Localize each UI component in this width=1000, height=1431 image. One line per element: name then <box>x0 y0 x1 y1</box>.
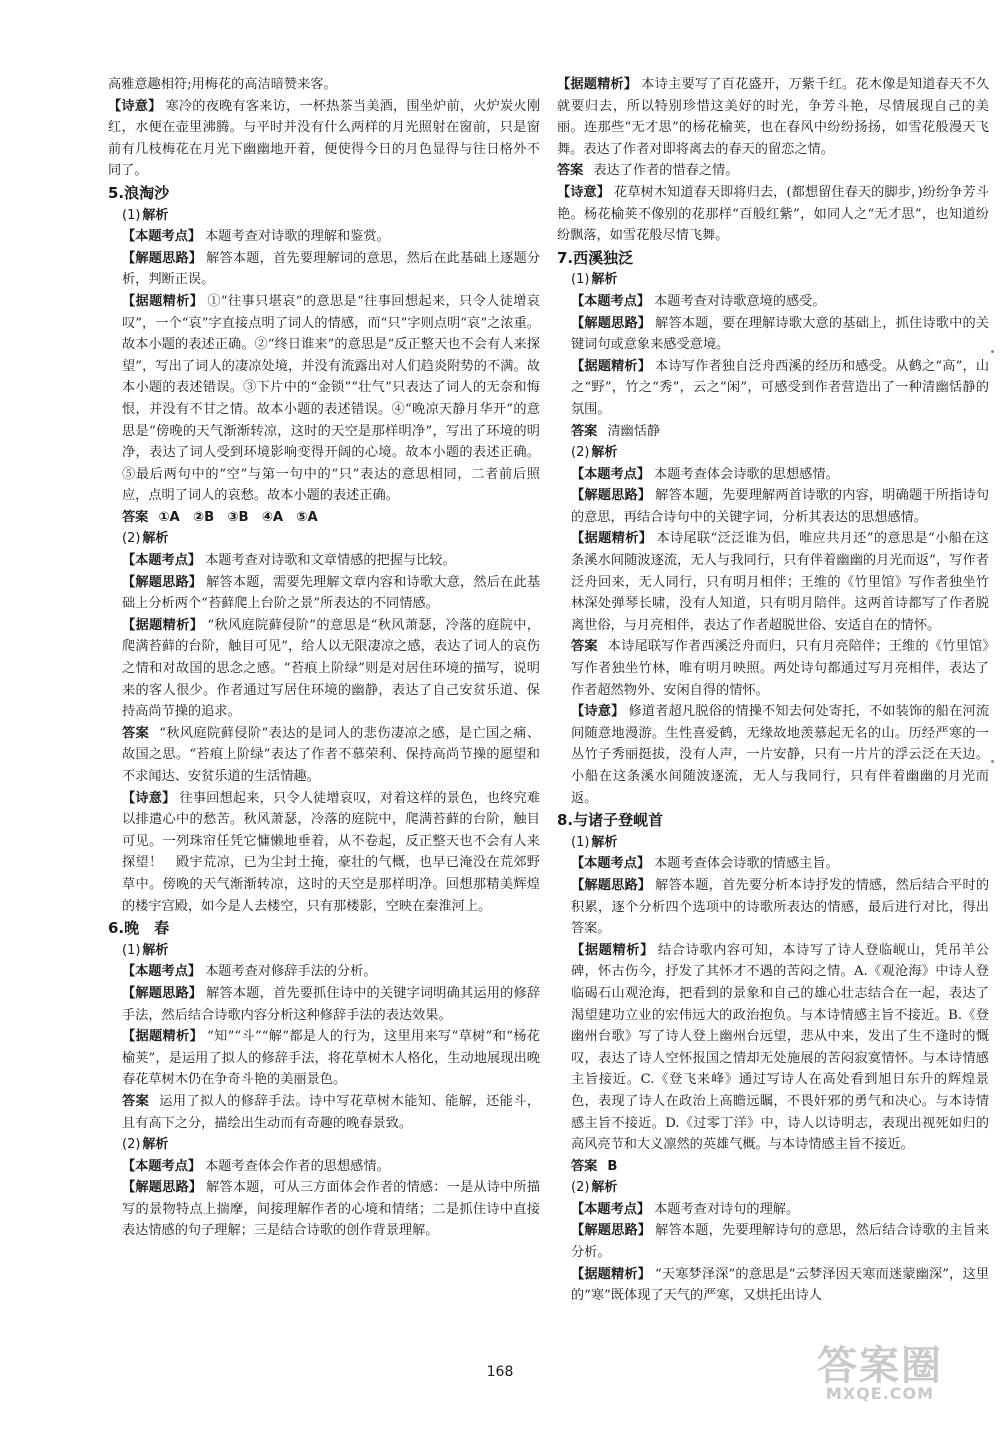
right-column <box>557 74 989 1307</box>
poem-meaning: 【诗意】 往事回想起来，只令人徒增哀叹，对着这样的景色，也终究难以排遣心中的愁苦。秋风萧瑟，冷落的庭院中，爬满苔藓的台阶，触目可见。一列珠帘任凭它慵懒地垂着，从不卷起，反正整天也不会有人来探望！ 殿宇荒凉，已为尘封土掩，豪壮的气概，也早已淹没在荒郊野草中。傍晚的天气渐渐转凉，这时的天空是那样明净。回想那精美辉煌的楼宇宫殿，如今是人去楼空，只有那楼影，空映在秦淮河上。 <box>122 790 541 914</box>
exam-point: 【本题考点】 本题考查对诗歌和文章情感的把握与比较。 <box>122 553 456 569</box>
question-label: (1) 解析 <box>122 207 169 223</box>
section-7 <box>557 248 989 809</box>
section-6 <box>108 918 540 1242</box>
answer: 答案 B <box>571 1158 618 1174</box>
question-label: (2) 解析 <box>122 1137 169 1153</box>
analysis: 【据题精析】 本诗写作者独自泛舟西溪的经历和感受。从鹤之“高”，山之“野”，竹之“秀”，云之“闲”，可感受到作者营造出了一种清幽恬静的氛围。 <box>571 358 990 417</box>
question-label: (2) 解析 <box>122 531 169 547</box>
answer: 答案 本诗尾联写作者西溪泛舟而归，只有月亮陪伴；王维的《竹里馆》写作者独坐竹林，唯有明月映照。两处诗句都通过写月亮相伴，表达了作者超然物外、安闲自得的情怀。 <box>571 639 989 698</box>
exam-point: 【本题考点】 本题考查对诗歌意境的感受。 <box>571 293 826 309</box>
answer: 答案 ①A ②B ③B ④A ⑤A <box>122 509 318 525</box>
exam-point: 【本题考点】 本题考查对诗句的理解。 <box>571 1201 800 1217</box>
question-label: (2) 解析 <box>571 445 618 461</box>
analysis: 【据题精析】 ①“往事只堪哀”的意思是“往事回想起来，只令人徒增哀叹”，一个“哀”字直接点明了词人的情感，而“只”字则点明“哀”之浓重。故本小题的表述正确。②“终日谁来”的意思是“反正整天也不会有人来探望”，写出了词人的凄凉处境，并没有流露出对人们趋炎附势的不满。故本小题的表述错误。③下片中的“金锁”“壮气”只表达了词人的无奈和悔恨，并没有不甘之情。故本小题的表述错误。④“晚凉天静月华开”的意思是“傍晚的天气渐渐转凉，这时的天空是那样明净”，写出了环境的明净，表达了词人受到环境影响变得开阔的心境。故本小题的表述正确。⑤最后两句中的“空”与第一句中的“只”表达的意思相同，二者前后照应，点明了词人的哀愁。故本小题的表述正确。 <box>122 293 540 504</box>
section-title: 6.晚 春 <box>108 919 170 938</box>
section-8 <box>557 810 989 1307</box>
poem-meaning: 【诗意】 修道者超凡脱俗的情操不知去何处寄托，不如装饰的船在河流间随意地漫游。生性喜爱鹤，无缘故地羡慕起无名的山。历经严寒的一丛竹子秀丽挺拔，没有人声，一片安静，只有一片片的浮云泛在天边。小船在这条溪水间随波逐流，无人与我同行，只有伴着幽幽的月光而返。 <box>571 704 990 806</box>
watermark-url: MXQE.COM <box>825 1384 935 1403</box>
watermark-title: 答案圈 <box>817 1343 943 1389</box>
exam-point: 【本题考点】 本题考查体会诗歌的思想感情。 <box>571 466 839 482</box>
solving-idea: 【解题思路】 解答本题，要在理解诗歌大意的基础上，抓住诗歌中的关键词句或意象来感受意境。 <box>571 315 990 353</box>
solving-idea: 【解题思路】 解答本题，首先要理解词的意思，然后在此基础上逐题分析，判断正误。 <box>122 250 541 288</box>
solving-idea: 【解题思路】 解答本题，先要理解两首诗歌的内容，明确题干所指诗句的意思，再结合诗句中的关键字词，分析其表达的思想感情。 <box>571 488 990 525</box>
analysis: 【据题精析】 结合诗歌内容可知，本诗写了诗人登临岘山，凭吊羊公碑，怀古伤今，抒发了其怀才不遇的苦闷之情。A.《观沧海》中诗人登临碣石山观沧海，把看到的景象和自己的雄心壮志结合在一起，表达了渴望建功立业的宏伟远大的政治抱负。与本诗情感主旨不接近。B.《登幽州台歌》写了诗人登上幽州台远望，悲从中来，发出了生不逢时的慨叹，表达了诗人空怀报国之情却无处施展的苦闷寂寞情怀。与本诗情感主旨接近。C.《登飞来峰》通过写诗人在高处看到旭日东升的辉煌景色，表现了诗人在政治上高瞻远瞩，不畏奸邪的勇气和决心。与本诗情感主旨不接近。D.《过零丁洋》中，诗人以诗明志，表现出视死如归的高风亮节和大义凛然的英雄气概。与本诗情感主旨不接近。 <box>571 942 990 1153</box>
poem-meaning: 【诗意】 花草树木知道春天即将归去，(都想留住春天的脚步，)纷纷争芳斗艳。杨花榆荚不像别的花那样“百般红紫”，如同人之“无才思”，也知道纷纷飘落，如雪花般尽情飞舞。 <box>557 184 990 244</box>
solving-idea: 【解题思路】 解答本题，可从三方面体会作者的情感：一是从诗中所描写的景物特点上揣摩，间接理解作者的心境和情绪；二是抓住诗中直接表达情感的句子理解；三是结合诗歌的创作背景理解。 <box>122 1180 541 1239</box>
solving-idea: 【解题思路】 解答本题，需要先理解文章内容和诗歌大意，然后在此基础上分析两个“苔藓爬上台阶之景”所表达的不同情感。 <box>122 574 541 612</box>
question-label: (1) 解析 <box>571 272 618 288</box>
question-label: (1) 解析 <box>122 942 169 958</box>
analysis: 【据题精析】 “秋风庭院藓侵阶”的意思是“秋风萧瑟，冷落的庭院中，爬满苔藓的台阶，触目可见”，给人以无限凄凉之感，表达了词人的哀伤之情和对故国的思念之感。“苔痕上阶绿”则是对居住环境的描写，说明来的客人很少。作者通过写居住环境的幽静，表达了自己安贫乐道、保持高尚节操的追求。 <box>122 617 540 720</box>
poem-meaning: 【诗意】 寒冷的夜晚有客来访，一杯热茶当美酒，围坐炉前，火炉炭火刚红，水便在壶里沸腾。与平时并没有什么两样的月光照射在窗前，只是窗前有几枝梅花在月光下幽幽地开着，便使得今日的月色显得与往日格外不同了。 <box>108 98 541 179</box>
section-title: 8.与诸子登岘首 <box>557 811 664 830</box>
section-5 <box>108 183 540 917</box>
exam-point: 【本题考点】 本题考查对修辞手法的分析。 <box>122 964 377 980</box>
page-number: 168 <box>486 1364 514 1380</box>
exam-point: 【本题考点】 本题考查体会诗歌的情感主旨。 <box>571 856 839 872</box>
section-title: 7.西溪独泛 <box>557 248 634 267</box>
section-title: 5.浪淘沙 <box>108 183 170 202</box>
tag-poem-meaning: 【诗意】 <box>108 98 162 114</box>
solving-idea: 【解题思路】 解答本题，首先要分析本诗抒发的情感，然后结合平时的积累，逐个分析四个选项中的诗歌所表达的情感，最后进行对比，得出答案。 <box>571 877 990 937</box>
scan-mark <box>991 350 994 353</box>
analysis: 【据题精析】 “知”“斗”“解”都是人的行为，这里用来写“草树”和“杨花榆荚”，是运用了拟人的修辞手法，将花草树木人格化，生动地展现出晚春花草树木仍在争奇斗艳的美丽景色。 <box>122 1029 540 1088</box>
watermark-logo <box>796 1343 964 1405</box>
exam-point: 【本题考点】 本题考查体会作者的思想感情。 <box>122 1158 390 1174</box>
answer: 答案 清幽恬静 <box>571 423 661 439</box>
solving-idea: 【解题思路】 解答本题，先要理解诗句的意思，然后结合诗歌的主旨来分析。 <box>571 1223 990 1261</box>
answer: 答案 表达了作者的惜春之情。 <box>557 163 739 179</box>
intro-text: 高雅意趣相符;用梅花的高洁暗赞来客。 <box>108 77 337 92</box>
left-column <box>108 74 540 1242</box>
question-label: (2) 解析 <box>571 1180 618 1196</box>
solving-idea: 【解题思路】 解答本题，首先要抓住诗中的关键字词明确其运用的修辞手法，然后结合诗歌内容分析这种修辞手法的表达效果。 <box>122 985 541 1023</box>
analysis: 【据题精析】 “天寒梦泽深”的意思是“云梦泽因天寒而迷蒙幽深”，这里的“寒”既体现了天气的严寒，又烘托出诗人 <box>571 1266 990 1304</box>
analysis: 【据题精析】 本诗尾联“泛泛谁为侣，唯应共月还”的意思是“小船在这条溪水间随波逐流，无人与我同行，只有伴着幽幽的月光而返”，写作者泛舟回来，无人同行，只有明月相伴；王维的《竹里馆》写作者独坐竹林深处弹琴长啸，没有人知道，只有明月陪伴。这两首诗都写了作者脱离世俗，与月亮相伴，表达了作者超脱世俗、安适自在的情怀。 <box>571 531 989 633</box>
answer: 答案 “秋风庭院藓侵阶”表达的是词人的悲伤凄凉之感，是亡国之痛、故国之思。“苔痕上阶绿”表达了作者不慕荣利、保持高尚节操的愿望和不求闻达、安贫乐道的生活情趣。 <box>122 725 541 784</box>
question-label: (1) 解析 <box>571 834 618 850</box>
answer: 答案 运用了拟人的修辞手法。诗中写花草树木能知、能解，还能斗，且有高下之分，描绘出生动而有奇趣的晚春景致。 <box>122 1093 541 1131</box>
analysis: 【据题精析】 本诗主要写了百花盛开，万紫千红。花木像是知道春天不久就要归去，所以特别珍惜这美好的时光，争芳斗艳，尽情展现自己的美丽。连那些“无才思”的杨花榆荚，也在春风中纷纷扬扬，如雪花般漫天飞舞。表达了作者对即将离去的春天的留恋之情。 <box>557 77 990 157</box>
exam-point: 【本题考点】 本题考查对诗歌的理解和鉴赏。 <box>122 229 390 245</box>
scan-mark <box>991 760 994 763</box>
